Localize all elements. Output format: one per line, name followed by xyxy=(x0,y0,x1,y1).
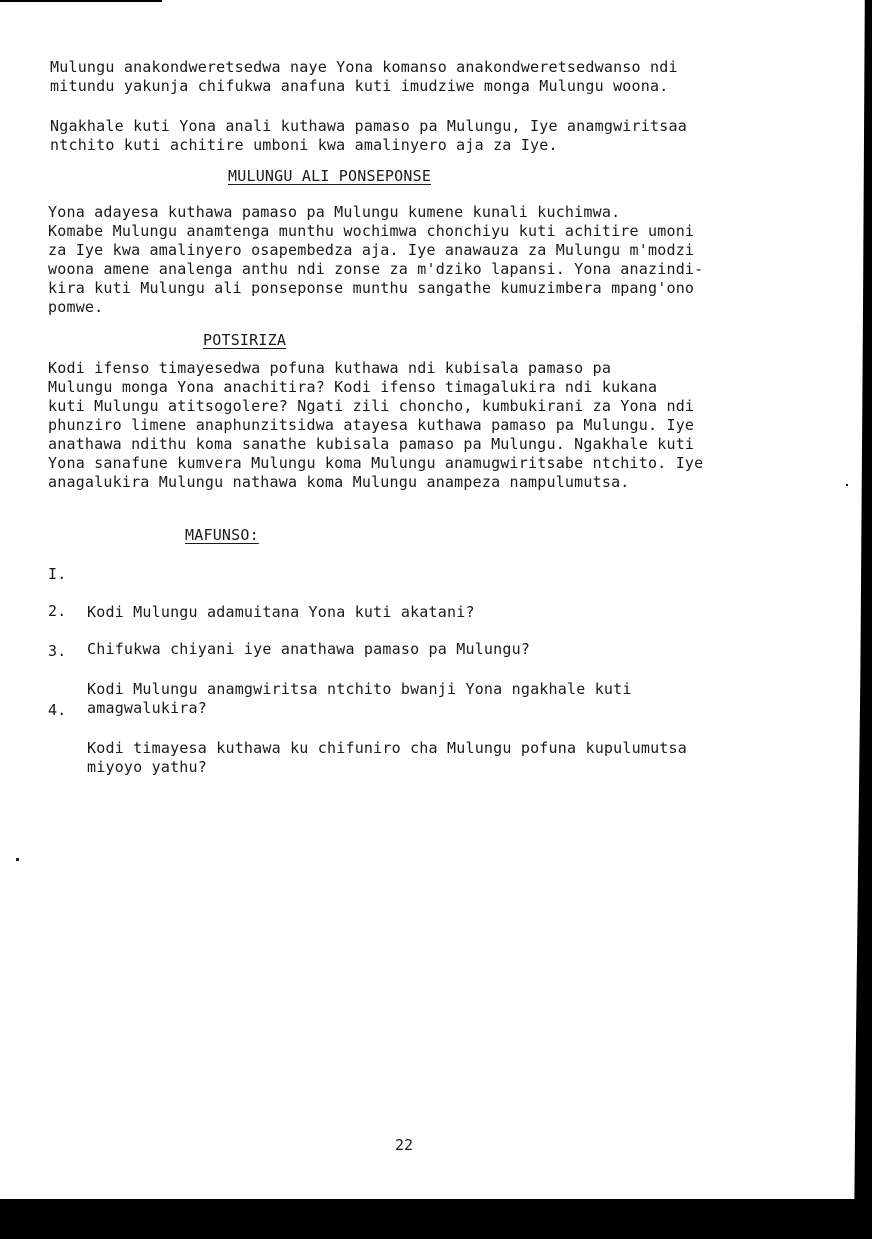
question-number: 4. xyxy=(48,701,67,719)
paragraph-yona-witness: Ngakhale kuti Yona anali kuthawa pamaso pa Mulungu, Iye anamgwiritsaa ntchito kuti achitire umboni kwa amalinyero aja za Iye. xyxy=(50,117,687,154)
paragraph-intro: Mulungu anakondweretsedwa naye Yona komanso anakondweretsedwanso ndi mitundu yakunja chifukwa anafuna kuti imudziwe monga Mulungu woona. xyxy=(50,58,678,95)
scan-speck xyxy=(16,858,19,861)
question-text: Kodi timayesa kuthawa ku chifuniro cha Mulungu pofuna kupulumutsa miyoyo yathu? xyxy=(87,739,687,776)
section-heading-mulungu-ali-ponseponse: MULUNGU ALI PONSEPONSE xyxy=(228,167,432,185)
paragraph-potsiriza: Kodi ifenso timayesedwa pofuna kuthawa ndi kubisala pamaso pa Mulungu monga Yona anachitira? Kodi ifenso timagalukira ndi kukana kuti Mulungu atitsogolere? Ngati zili choncho, kumbukirani za Yona ndi phunziro limene anaphunzitsidwa atayesa kuthawa pamaso pa Mulungu. Iye anathawa ndithu koma sanathe kubisala pamaso pa Mulungu. Ngakhale kuti Yona sanafune kumvera Mulungu koma Mulungu anamugwiritsabe ntchito. Iye anagalukira Mulungu nathawa koma Mulungu anampeza nampulumutsa. xyxy=(48,359,704,491)
paragraph-ponseponse: Yona adayesa kuthawa pamaso pa Mulungu kumene kunali kuchimwa. Komabe Mulungu anamtenga munthu wochimwa chonchiyu kuti achitire umoni za Iye kwa amalinyero osapembedza aja. Iye anawauza za Mulungu m'modzi woona amene analenga anthu ndi zonse za m'dziko lapansi. Yona anazindi- kira kuti Mulungu ali ponseponse munthu sangathe kumuzimbera mpang'ono pomwe. xyxy=(48,203,704,316)
section-heading-potsiriza: POTSIRIZA xyxy=(203,331,287,349)
section-heading-mafunso: MAFUNSO: xyxy=(185,526,259,544)
scan-right-edge xyxy=(850,0,872,1239)
page-number: 22 xyxy=(395,1136,414,1154)
question-number: I. xyxy=(48,565,67,583)
question-text: Kodi Mulungu adamuitana Yona kuti akatani? xyxy=(87,603,475,621)
scan-bottom-edge xyxy=(0,1199,872,1239)
question-number: 2. xyxy=(48,602,67,620)
scan-speck xyxy=(846,484,848,486)
question-number: 3. xyxy=(48,642,67,660)
scan-top-rule xyxy=(0,0,162,2)
question-text: Chifukwa chiyani iye anathawa pamaso pa Mulungu? xyxy=(87,640,531,658)
question-item xyxy=(48,701,787,777)
question-text: Kodi Mulungu anamgwiritsa ntchito bwanji Yona ngakhale kuti amagwalukira? xyxy=(87,680,632,717)
